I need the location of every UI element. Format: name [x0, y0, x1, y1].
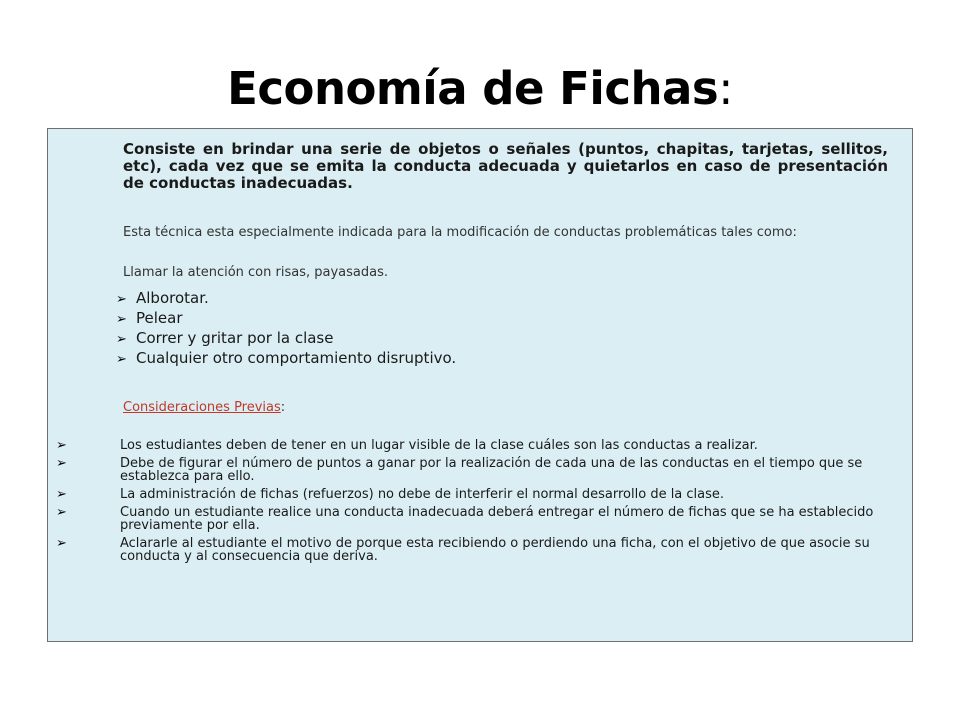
content-box: [47, 128, 913, 642]
considerations-colon: :: [280, 400, 286, 415]
page-title: [0, 62, 960, 115]
list-item: [116, 329, 456, 349]
rules-list: [56, 439, 906, 568]
arrow-bullet-icon: ➢: [116, 312, 127, 327]
attention-paragraph: Llamar la atención con risas, payasadas.: [123, 265, 388, 280]
rule-text: La administración de fichas (refuerzos) no debe de interferir el normal desarrollo de la clase.: [120, 487, 725, 502]
rule-text: Aclararle al estudiante el motivo de porque esta recibiendo o perdiendo una ficha, con el objetivo de que asocie su conducta y al consecuencia que deriva.: [120, 536, 870, 564]
title-colon: :: [718, 62, 733, 116]
list-item: [56, 457, 906, 483]
behavior-list: [116, 289, 456, 369]
list-item: [116, 309, 456, 329]
behavior-text: Alborotar.: [136, 289, 209, 307]
considerations-link[interactable]: Consideraciones Previas: [123, 400, 281, 415]
arrow-bullet-icon: ➢: [56, 487, 67, 502]
rule-text: Cuando un estudiante realice una conducta inadecuada deberá entregar el número de fichas que se ha establecido previamente por ella.: [120, 505, 874, 533]
arrow-bullet-icon: ➢: [56, 505, 67, 520]
rule-text: Debe de figurar el número de puntos a ganar por la realización de cada una de las conductas en el tiempo que se establezca para ello.: [120, 456, 863, 484]
arrow-bullet-icon: ➢: [56, 536, 67, 551]
arrow-bullet-icon: ➢: [56, 438, 67, 453]
list-item: [56, 488, 906, 501]
intro-paragraph: Consiste en brindar una serie de objetos o señales (puntos, chapitas, tarjetas, sellitos, etc), cada vez que se emita la conducta adecuada y quietarlos en caso de presentación de conductas inadecuadas.: [123, 140, 888, 192]
title-text: Economía de Fichas: [227, 62, 719, 116]
list-item: [116, 289, 456, 309]
behavior-text: Cualquier otro comportamiento disruptivo.: [136, 349, 457, 367]
list-item: [56, 537, 906, 563]
arrow-bullet-icon: ➢: [56, 456, 67, 471]
arrow-bullet-icon: ➢: [116, 292, 127, 307]
considerations-heading: [123, 400, 285, 415]
list-item: [116, 349, 456, 369]
technique-paragraph: Esta técnica esta especialmente indicada para la modificación de conductas problemáticas tales como:: [123, 225, 797, 240]
arrow-bullet-icon: ➢: [116, 352, 127, 367]
rule-text: Los estudiantes deben de tener en un lugar visible de la clase cuáles son las conductas a realizar.: [120, 438, 758, 453]
list-item: [56, 506, 906, 532]
list-item: [56, 439, 906, 452]
behavior-text: Pelear: [136, 309, 183, 327]
behavior-text: Correr y gritar por la clase: [136, 329, 334, 347]
arrow-bullet-icon: ➢: [116, 332, 127, 347]
